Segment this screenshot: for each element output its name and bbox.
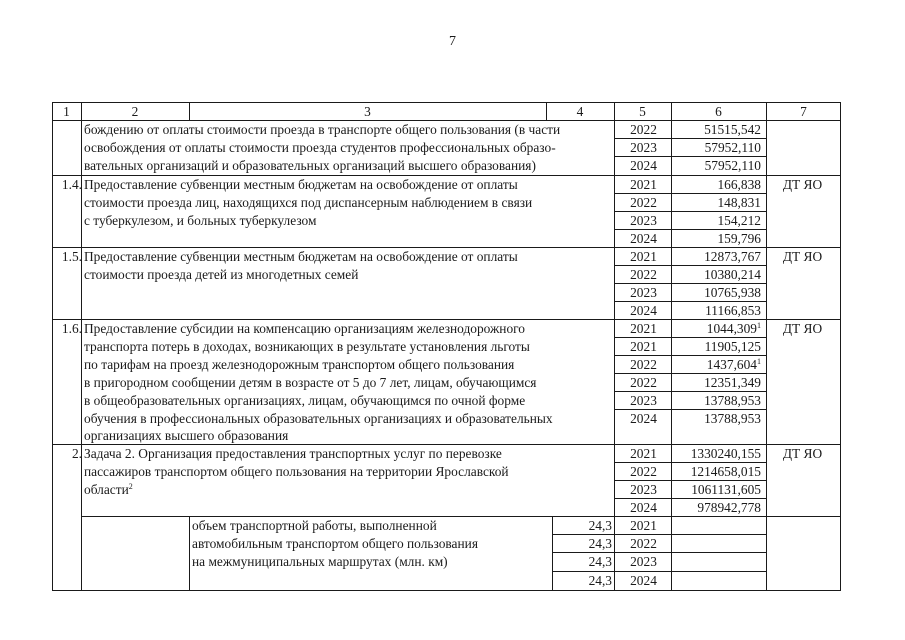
- executor-cell: ДТ ЯО: [782, 177, 823, 192]
- row-2-line: [84, 481, 616, 499]
- indicator-line: объем транспортной работы, выполненной: [192, 518, 437, 533]
- footnote-mark: 1: [757, 357, 761, 366]
- indicator-value: 24,3: [588, 573, 612, 588]
- rule: [546, 102, 547, 121]
- rule: [671, 102, 672, 591]
- year-cell: 2022: [630, 536, 657, 551]
- year-cell: 2023: [630, 393, 657, 408]
- year-cell: 2022: [630, 122, 657, 137]
- row-continued-line: вательных организаций и образовательных организаций высшего образования): [84, 158, 536, 173]
- header-col-1: 1: [63, 104, 70, 119]
- value-cell: 1061131,605: [691, 482, 761, 497]
- row-continued-line: бождению от оплаты стоимости проезда в транспорте общего пользования (в части: [84, 122, 561, 137]
- footnote-mark: 2: [128, 482, 133, 491]
- executor-cell: ДТ ЯО: [782, 321, 823, 336]
- year-cell: 2023: [630, 482, 657, 497]
- value-cell: 10765,938: [704, 285, 761, 300]
- rule: [52, 102, 841, 103]
- executor-cell: ДТ ЯО: [782, 446, 823, 461]
- value-text: 1437,604: [706, 357, 757, 372]
- row-1-6-line: по тарифам на проезд железнодорожным транспортом общего пользования: [84, 357, 515, 372]
- row-number: 2.: [71, 446, 82, 461]
- header-col-7: 7: [800, 104, 807, 119]
- value-cell: 12351,349: [704, 375, 761, 390]
- indicator-line: на межмуниципальных маршрутах (млн. км): [192, 554, 448, 569]
- year-cell: 2023: [630, 213, 657, 228]
- value-cell: 13788,953: [704, 393, 761, 408]
- row-1-6-line: организациях высшего образования: [84, 428, 289, 443]
- header-col-6: 6: [715, 104, 722, 119]
- year-cell: 2024: [630, 303, 657, 318]
- year-cell: 2023: [630, 554, 657, 569]
- rule: [840, 102, 841, 591]
- row-number: 1.5.: [61, 249, 82, 264]
- indicator-value: 24,3: [588, 518, 612, 533]
- indicator-value: 24,3: [588, 554, 612, 569]
- year-cell: 2021: [630, 446, 657, 461]
- value-cell: [673, 320, 761, 338]
- footnote-mark: 1: [757, 321, 761, 330]
- value-cell: 978942,778: [697, 500, 761, 515]
- value-cell: 11166,853: [705, 303, 761, 318]
- row-1-5-line: стоимости проезда детей из многодетных семей: [84, 267, 359, 282]
- value-cell: 12873,767: [704, 249, 761, 264]
- row-2-line-text: области: [84, 482, 129, 497]
- row-number: 1.6.: [61, 321, 82, 336]
- year-cell: 2022: [630, 267, 657, 282]
- header-col-4: 4: [576, 104, 584, 119]
- year-cell: 2022: [630, 357, 657, 372]
- value-cell: 154,212: [717, 213, 761, 228]
- value-cell: 148,831: [717, 195, 761, 210]
- row-2-line: Задача 2. Организация предоставления транспортных услуг по перевозке: [84, 446, 502, 461]
- page-number: 7: [449, 34, 456, 49]
- value-cell: 1214658,015: [690, 464, 761, 479]
- row-1-6-line: в общеобразовательных организациях, лицам, обучающимся по очной форме: [84, 393, 526, 408]
- rule: [189, 516, 190, 591]
- value-cell: 159,796: [717, 231, 761, 246]
- row-number: 1.4.: [61, 177, 82, 192]
- year-cell: 2021: [630, 321, 657, 336]
- value-cell: 57952,110: [704, 158, 761, 173]
- row-1-5-line: Предоставление субвенции местным бюджетам на освобождение от оплаты: [84, 249, 518, 264]
- year-cell: 2022: [630, 375, 657, 390]
- indicator-line: автомобильным транспортом общего пользования: [192, 536, 478, 551]
- value-cell: 51515,542: [704, 122, 761, 137]
- row-1-6-line: Предоставление субсидии на компенсацию организациям железнодорожного: [84, 321, 525, 336]
- row-1-4-line: стоимости проезда лиц, находящихся под диспансерным наблюдением в связи: [84, 195, 533, 210]
- value-cell: 10380,214: [704, 267, 761, 282]
- rule: [52, 590, 841, 591]
- row-1-6-line: обучения в профессиональных образовательных организациях и образовательных: [84, 411, 553, 426]
- year-cell: 2024: [630, 231, 657, 246]
- year-cell: 2024: [630, 411, 657, 426]
- value-cell: 13788,953: [704, 411, 761, 426]
- year-cell: 2021: [630, 177, 657, 192]
- year-cell: 2021: [630, 339, 657, 354]
- year-cell: 2022: [630, 464, 657, 479]
- year-cell: 2021: [630, 249, 657, 264]
- year-cell: 2024: [630, 500, 657, 515]
- row-1-6-line: транспорта потерь в доходах, возникающих в результате установления льготы: [84, 339, 530, 354]
- header-col-5: 5: [639, 104, 646, 119]
- year-cell: 2022: [630, 195, 657, 210]
- rule: [189, 102, 190, 121]
- header-col-2: 2: [131, 104, 139, 119]
- value-text: 1044,309: [706, 321, 757, 336]
- row-1-6-line: в пригородном сообщении детям в возрасте от 5 до 7 лет, лицам, обучающимся: [84, 375, 537, 390]
- row-continued-line: освобождения от оплаты стоимости проезда студентов профессиональных образо-: [84, 140, 556, 155]
- header-col-3: 3: [364, 104, 371, 119]
- year-cell: 2023: [630, 140, 657, 155]
- row-1-4-line: с туберкулезом, и больных туберкулезом: [84, 213, 317, 228]
- executor-cell: ДТ ЯО: [782, 249, 823, 264]
- value-cell: [673, 356, 761, 374]
- year-cell: 2021: [630, 518, 657, 533]
- row-2-line: пассажиров транспортом общего пользования на территории Ярославской: [84, 464, 509, 479]
- value-cell: 11905,125: [704, 339, 761, 354]
- year-cell: 2024: [630, 158, 657, 173]
- row-1-4-line: Предоставление субвенции местным бюджетам на освобождение от оплаты: [84, 177, 518, 192]
- value-cell: 166,838: [717, 177, 761, 192]
- indicator-value: 24,3: [588, 536, 612, 551]
- year-cell: 2023: [630, 285, 657, 300]
- value-cell: 57952,110: [704, 140, 761, 155]
- year-cell: 2024: [630, 573, 657, 588]
- value-cell: 1330240,155: [690, 446, 761, 461]
